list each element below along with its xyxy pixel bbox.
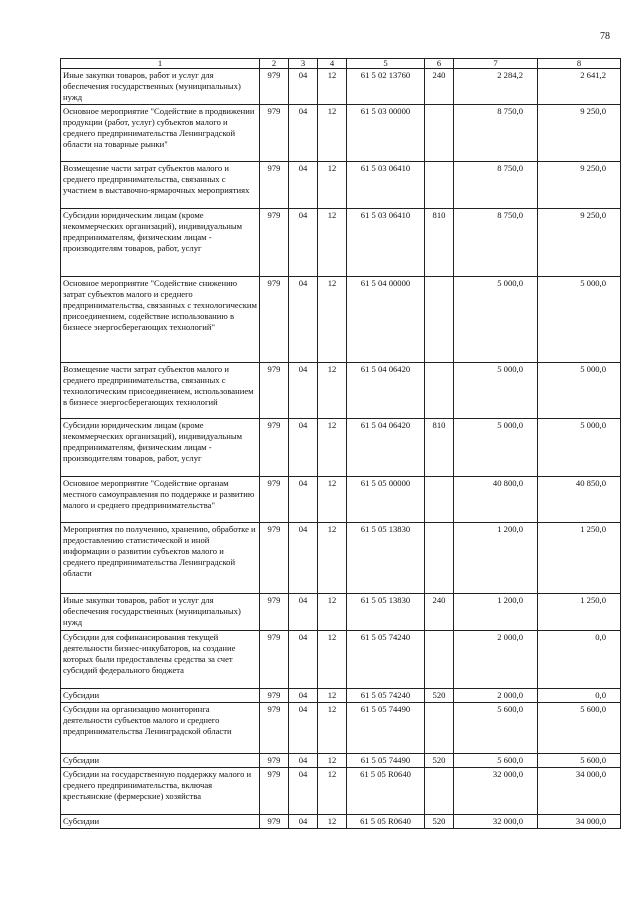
amount-year-1: 1 200,0	[454, 594, 538, 631]
expense-type-code: 240	[425, 69, 454, 105]
amount-year-1: 8 750,0	[454, 162, 538, 209]
row-description: Основное мероприятие "Содействие органам местного самоуправления по поддержке и развитию малого и среднего предпринимательства"	[61, 477, 260, 523]
amount-year-2: 5 000,0	[538, 419, 621, 477]
expense-type-code: 520	[425, 754, 454, 768]
table-row	[61, 162, 621, 209]
amount-year-1: 5 600,0	[454, 703, 538, 754]
row-description: Основное мероприятие "Содействие снижению затрат субъектов малого и среднего предпринимательства, связанных с технологическим присоединением, содействие использованию в бизнесе энергосберегающих технологий"	[61, 277, 260, 363]
admin-code: 979	[260, 69, 289, 105]
subsection-code: 12	[318, 815, 347, 829]
target-article-code: 61 5 05 74490	[347, 703, 425, 754]
amount-year-1: 2 000,0	[454, 689, 538, 703]
admin-code: 979	[260, 689, 289, 703]
admin-code: 979	[260, 105, 289, 162]
target-article-code: 61 5 03 06410	[347, 162, 425, 209]
target-article-code: 61 5 04 06420	[347, 363, 425, 419]
expense-type-code	[425, 477, 454, 523]
admin-code: 979	[260, 815, 289, 829]
section-code: 04	[289, 162, 318, 209]
table-row	[61, 689, 621, 703]
amount-year-1: 5 000,0	[454, 363, 538, 419]
subsection-code: 12	[318, 105, 347, 162]
amount-year-2: 0,0	[538, 631, 621, 689]
expense-type-code	[425, 363, 454, 419]
budget-table	[60, 58, 621, 829]
amount-year-1: 8 750,0	[454, 209, 538, 277]
admin-code: 979	[260, 477, 289, 523]
amount-year-1: 8 750,0	[454, 105, 538, 162]
section-code: 04	[289, 703, 318, 754]
row-description: Субсидии	[61, 754, 260, 768]
subsection-code: 12	[318, 631, 347, 689]
expense-type-code: 810	[425, 209, 454, 277]
admin-code: 979	[260, 419, 289, 477]
column-number: 7	[454, 59, 538, 69]
table-row	[61, 209, 621, 277]
row-description: Возмещение части затрат субъектов малого и среднего предпринимательства, связанных с технологическим присоединением, использованием в бизнесе энергосберегающих технологий	[61, 363, 260, 419]
amount-year-2: 9 250,0	[538, 209, 621, 277]
table-row	[61, 69, 621, 105]
expense-type-code	[425, 277, 454, 363]
table-row	[61, 105, 621, 162]
amount-year-1: 5 000,0	[454, 277, 538, 363]
admin-code: 979	[260, 594, 289, 631]
target-article-code: 61 5 05 74240	[347, 631, 425, 689]
subsection-code: 12	[318, 768, 347, 815]
expense-type-code	[425, 162, 454, 209]
table-row	[61, 815, 621, 829]
section-code: 04	[289, 419, 318, 477]
amount-year-1: 5 000,0	[454, 419, 538, 477]
column-number: 2	[260, 59, 289, 69]
amount-year-2: 5 000,0	[538, 277, 621, 363]
subsection-code: 12	[318, 594, 347, 631]
target-article-code: 61 5 05 74490	[347, 754, 425, 768]
row-description: Субсидии	[61, 689, 260, 703]
table-body	[61, 59, 621, 829]
expense-type-code	[425, 768, 454, 815]
subsection-code: 12	[318, 689, 347, 703]
amount-year-1: 40 800,0	[454, 477, 538, 523]
amount-year-1: 5 600,0	[454, 754, 538, 768]
admin-code: 979	[260, 631, 289, 689]
expense-type-code	[425, 523, 454, 594]
column-number: 8	[538, 59, 621, 69]
target-article-code: 61 5 05 74240	[347, 689, 425, 703]
section-code: 04	[289, 277, 318, 363]
amount-year-1: 2 000,0	[454, 631, 538, 689]
page-number: 78	[600, 31, 610, 42]
expense-type-code	[425, 631, 454, 689]
section-code: 04	[289, 594, 318, 631]
subsection-code: 12	[318, 523, 347, 594]
admin-code: 979	[260, 754, 289, 768]
expense-type-code: 240	[425, 594, 454, 631]
target-article-code: 61 5 05 13830	[347, 523, 425, 594]
amount-year-2: 2 641,2	[538, 69, 621, 105]
expense-type-code: 520	[425, 815, 454, 829]
section-code: 04	[289, 69, 318, 105]
table-row	[61, 363, 621, 419]
section-code: 04	[289, 477, 318, 523]
section-code: 04	[289, 105, 318, 162]
table-row	[61, 754, 621, 768]
subsection-code: 12	[318, 69, 347, 105]
amount-year-2: 40 850,0	[538, 477, 621, 523]
target-article-code: 61 5 05 00000	[347, 477, 425, 523]
column-number: 3	[289, 59, 318, 69]
column-number: 4	[318, 59, 347, 69]
target-article-code: 61 5 05 13830	[347, 594, 425, 631]
table-row	[61, 703, 621, 754]
expense-type-code	[425, 703, 454, 754]
admin-code: 979	[260, 363, 289, 419]
section-code: 04	[289, 523, 318, 594]
amount-year-1: 32 000,0	[454, 815, 538, 829]
row-description: Возмещение части затрат субъектов малого и среднего предпринимательства, связанных с участием в выставочно-ярмарочных мероприятиях	[61, 162, 260, 209]
table-row	[61, 277, 621, 363]
column-number: 6	[425, 59, 454, 69]
expense-type-code	[425, 105, 454, 162]
amount-year-2: 0,0	[538, 689, 621, 703]
target-article-code: 61 5 05 R0640	[347, 815, 425, 829]
subsection-code: 12	[318, 419, 347, 477]
amount-year-2: 9 250,0	[538, 162, 621, 209]
row-description: Иные закупки товаров, работ и услуг для обеспечения государственных (муниципальных) нужд	[61, 594, 260, 631]
amount-year-1: 32 000,0	[454, 768, 538, 815]
row-description: Иные закупки товаров, работ и услуг для обеспечения государственных (муниципальных) нужд	[61, 69, 260, 105]
table-row	[61, 594, 621, 631]
subsection-code: 12	[318, 703, 347, 754]
row-description: Субсидии	[61, 815, 260, 829]
subsection-code: 12	[318, 209, 347, 277]
row-description: Субсидии юридическим лицам (кроме некоммерческих организаций), индивидуальным предпринимателям, физическим лицам - производителям товаров, работ, услуг	[61, 419, 260, 477]
table-row	[61, 523, 621, 594]
row-description: Субсидии на организацию мониторинга деятельности субъектов малого и среднего предпринимательства Ленинградской области	[61, 703, 260, 754]
section-code: 04	[289, 631, 318, 689]
amount-year-2: 5 000,0	[538, 363, 621, 419]
section-code: 04	[289, 363, 318, 419]
column-number: 5	[347, 59, 425, 69]
row-description: Мероприятия по получению, хранению, обработке и предоставлению статистической и иной информации о развитии субъектов малого и среднего предпринимательства Ленинградской области	[61, 523, 260, 594]
amount-year-1: 1 200,0	[454, 523, 538, 594]
amount-year-2: 1 250,0	[538, 523, 621, 594]
row-description: Основное мероприятие "Содействие в продвижении продукции (работ, услуг) субъектов малого и среднего предпринимательства Ленинградской области на товарные рынки"	[61, 105, 260, 162]
admin-code: 979	[260, 768, 289, 815]
target-article-code: 61 5 03 00000	[347, 105, 425, 162]
admin-code: 979	[260, 277, 289, 363]
table-row	[61, 768, 621, 815]
admin-code: 979	[260, 162, 289, 209]
amount-year-2: 9 250,0	[538, 105, 621, 162]
table-row	[61, 419, 621, 477]
target-article-code: 61 5 04 00000	[347, 277, 425, 363]
target-article-code: 61 5 02 13760	[347, 69, 425, 105]
expense-type-code: 810	[425, 419, 454, 477]
section-code: 04	[289, 815, 318, 829]
row-description: Субсидии для софинансирования текущей деятельности бизнес-инкубаторов, на создание которых были предоставлены средства за счет субсидий федерального бюджета	[61, 631, 260, 689]
row-description: Субсидии на государственную поддержку малого и среднего предпринимательства, включая крестьянские (фермерские) хозяйства	[61, 768, 260, 815]
section-code: 04	[289, 209, 318, 277]
amount-year-2: 1 250,0	[538, 594, 621, 631]
expense-type-code: 520	[425, 689, 454, 703]
amount-year-1: 2 284,2	[454, 69, 538, 105]
subsection-code: 12	[318, 477, 347, 523]
row-description: Субсидии юридическим лицам (кроме некоммерческих организаций), индивидуальным предпринимателям, физическим лицам - производителям товаров, работ, услуг	[61, 209, 260, 277]
section-code: 04	[289, 754, 318, 768]
subsection-code: 12	[318, 363, 347, 419]
section-code: 04	[289, 689, 318, 703]
table-row	[61, 477, 621, 523]
subsection-code: 12	[318, 162, 347, 209]
amount-year-2: 34 000,0	[538, 815, 621, 829]
admin-code: 979	[260, 703, 289, 754]
column-number: 1	[61, 59, 260, 69]
subsection-code: 12	[318, 277, 347, 363]
target-article-code: 61 5 04 06420	[347, 419, 425, 477]
section-code: 04	[289, 768, 318, 815]
target-article-code: 61 5 03 06410	[347, 209, 425, 277]
table-row	[61, 631, 621, 689]
amount-year-2: 5 600,0	[538, 754, 621, 768]
admin-code: 979	[260, 523, 289, 594]
subsection-code: 12	[318, 754, 347, 768]
amount-year-2: 5 600,0	[538, 703, 621, 754]
admin-code: 979	[260, 209, 289, 277]
column-number-row	[61, 59, 621, 69]
target-article-code: 61 5 05 R0640	[347, 768, 425, 815]
amount-year-2: 34 000,0	[538, 768, 621, 815]
